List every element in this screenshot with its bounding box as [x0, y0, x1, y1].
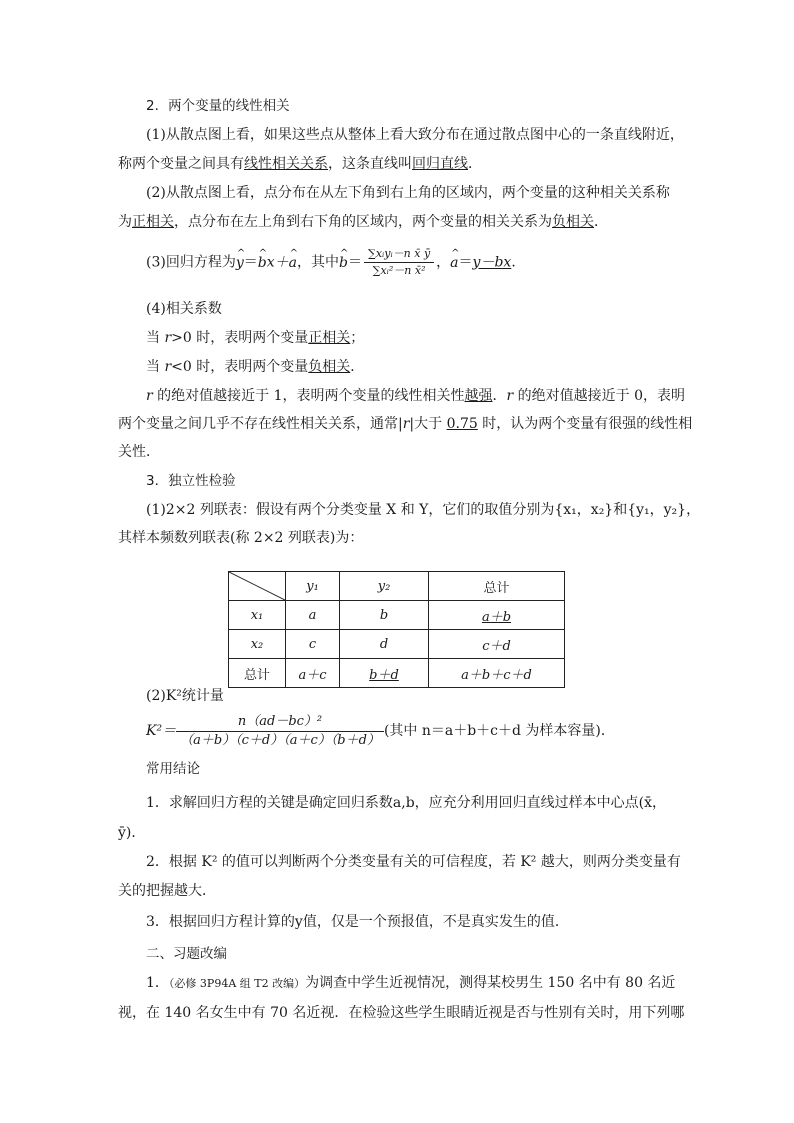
row-label-total: 总计	[229, 659, 286, 688]
question-source-tag: （必修 3P94A 组 T2 改编）	[168, 977, 306, 990]
text: ＝	[458, 254, 473, 271]
conclusion-3: 3．根据回归方程计算的y值，仅是一个预报值，不是真实发生的值．	[146, 914, 569, 930]
text: ．	[468, 156, 482, 172]
text: >0 时，表明两个变量	[171, 330, 309, 346]
row-label-x1: x₁	[229, 601, 286, 630]
a-hat-def: ^ a	[450, 248, 458, 278]
k2-formula	[146, 711, 615, 751]
cell-b: b	[340, 601, 429, 630]
fraction-denominator: ∑xᵢ²－n x̄²	[372, 264, 426, 277]
cell-c-plus-d: c＋d	[429, 630, 565, 659]
var-r: r	[164, 330, 172, 346]
para-7-line-1	[146, 387, 685, 405]
text: |大于	[409, 416, 447, 432]
term-negative: 负相关	[308, 359, 351, 375]
sec3-para-1-line-1: (1)2×2 列联表：假设有两个分类变量 X 和 Y，它们的取值分别为{x₁，x₂}和{y₁，y₂}，	[146, 502, 701, 518]
para-6	[146, 358, 364, 376]
k2-heading: (2)K²统计量	[146, 688, 224, 704]
fraction-numerator: ∑xᵢyᵢ－n x̄ ȳ	[364, 247, 434, 263]
diagonal-line	[229, 572, 285, 600]
row-label-x2: x₂	[229, 630, 286, 659]
diagonal-corner-cell	[229, 572, 286, 601]
text: x＋	[266, 254, 289, 271]
term-regression-line: 回归直线	[412, 156, 468, 172]
text: (3)回归方程为	[146, 254, 236, 271]
para-4: (4)相关系数	[146, 301, 222, 317]
para-7-line-2	[118, 415, 692, 433]
question-1-line-1	[146, 974, 675, 993]
var-r: r	[146, 388, 153, 404]
term-negative-correlation: 负相关	[552, 214, 594, 230]
cell-a: a	[286, 601, 340, 630]
table-row	[229, 659, 565, 688]
k2-note: (其中 n＝a＋b＋c＋d 为样本容量)．	[383, 723, 615, 739]
conclusion-2-line-2: 关的把握越大．	[118, 883, 216, 899]
text: ，	[436, 254, 451, 271]
para-1-line-2	[118, 155, 482, 173]
text: 称两个变量之间具有	[118, 156, 244, 172]
para-2-line-1: (2)从散点图上看，点分布在从左下角到右上角的区域内，两个变量的这种相关关系称	[146, 185, 670, 201]
y-hat: ^ y	[236, 248, 244, 278]
threshold-value: 0.75	[446, 416, 478, 432]
text: ，其中	[297, 254, 339, 271]
k2-fraction	[176, 713, 384, 750]
b-hat-fraction	[364, 247, 434, 278]
k2-lhs: K²＝	[146, 723, 177, 739]
k2-denominator: （a＋b）（c＋d）（a＋c）（b＋d）	[180, 732, 380, 748]
cell-a-plus-b: a＋b	[429, 601, 565, 630]
conclusion-1-line-2: ȳ)．	[118, 825, 146, 841]
contingency-table	[228, 571, 565, 688]
table-header-row	[229, 572, 565, 601]
exercise-section-title: 二、习题改编	[146, 946, 227, 962]
text: ＝	[347, 254, 362, 271]
var-r: r	[402, 416, 410, 432]
header-y1: y₁	[286, 572, 340, 601]
text: ，这条直线叫	[328, 156, 412, 172]
text: ．	[492, 388, 507, 404]
term-linear-correlation: 线性相关关系	[244, 156, 328, 172]
term-stronger: 越强	[464, 388, 493, 404]
k2-numerator: n（ad－bc）²	[176, 713, 384, 732]
var-r: r	[506, 388, 514, 404]
text: 的绝对值越接近于 1，表明两个变量的线性相关性	[152, 388, 465, 404]
cell-a-plus-c: a＋c	[286, 659, 340, 688]
text: ＝	[243, 254, 258, 271]
text: ；	[350, 330, 365, 346]
para-1-line-1: (1)从散点图上看，如果这些点从整体上看大致分布在通过散点图中心的一条直线附近，	[146, 127, 684, 143]
text: 为	[118, 214, 132, 230]
text: 的绝对值越接近于 0，表明	[513, 388, 686, 404]
b-hat-def: ^ b	[339, 248, 348, 278]
b-hat: ^ b	[258, 248, 267, 278]
para-5	[146, 329, 364, 347]
cell-grand-total: a＋b＋c＋d	[429, 659, 565, 688]
para-7-line-3: 关性．	[118, 444, 160, 460]
text: ．	[350, 359, 365, 375]
common-conclusions-title: 常用结论	[146, 761, 200, 777]
text: 时，认为两个变量有很强的线性相	[477, 416, 693, 432]
text: 1．	[146, 975, 169, 991]
text: 两个变量之间几乎不存在线性相关关系，通常|	[118, 416, 403, 432]
sec3-para-1-line-2: 其样本频数列联表(称 2×2 列联表)为：	[118, 530, 364, 546]
term-positive: 正相关	[308, 330, 351, 346]
conclusion-2-line-1: 2．根据 K² 的值可以判断两个分类变量有关的可信程度，若 K² 越大，则两分类变量有	[146, 854, 681, 870]
question-1-line-2: 视，在 140 名女生中有 70 名近视．在检验这些学生眼睛近视是否与性别有关时，用下列哪	[118, 1005, 685, 1021]
header-y2: y₂	[340, 572, 429, 601]
cell-c: c	[286, 630, 340, 659]
cell-d: d	[340, 630, 429, 659]
conclusion-1-line-1: 1．求解回归方程的关键是确定回归系数a,b，应充分利用回归直线过样本中心点(x̄，	[146, 795, 667, 811]
a-hat-value: y－bx	[472, 254, 512, 271]
text: ，点分布在左上角到右下角的区域内，两个变量的相关关系为	[174, 214, 552, 230]
regression-formula	[146, 247, 525, 278]
text: <0 时，表明两个变量	[171, 359, 309, 375]
section-3-title: 3．独立性检验	[146, 473, 236, 489]
section-2-title: 2．两个变量的线性相关	[146, 98, 290, 114]
term-positive-correlation: 正相关	[132, 214, 174, 230]
text: 当	[146, 359, 165, 375]
header-total: 总计	[429, 572, 565, 601]
cell-b-plus-d: b＋d	[340, 659, 429, 688]
var-r: r	[164, 359, 172, 375]
table-row	[229, 601, 565, 630]
text: ．	[511, 254, 526, 271]
text: 为调查中学生近视情况，测得某校男生 150 名中有 80 名近	[305, 975, 676, 991]
text: ．	[594, 214, 608, 230]
para-2-line-2	[118, 213, 608, 231]
a-hat: ^ a	[289, 248, 297, 278]
text: 当	[146, 330, 165, 346]
table-row	[229, 630, 565, 659]
